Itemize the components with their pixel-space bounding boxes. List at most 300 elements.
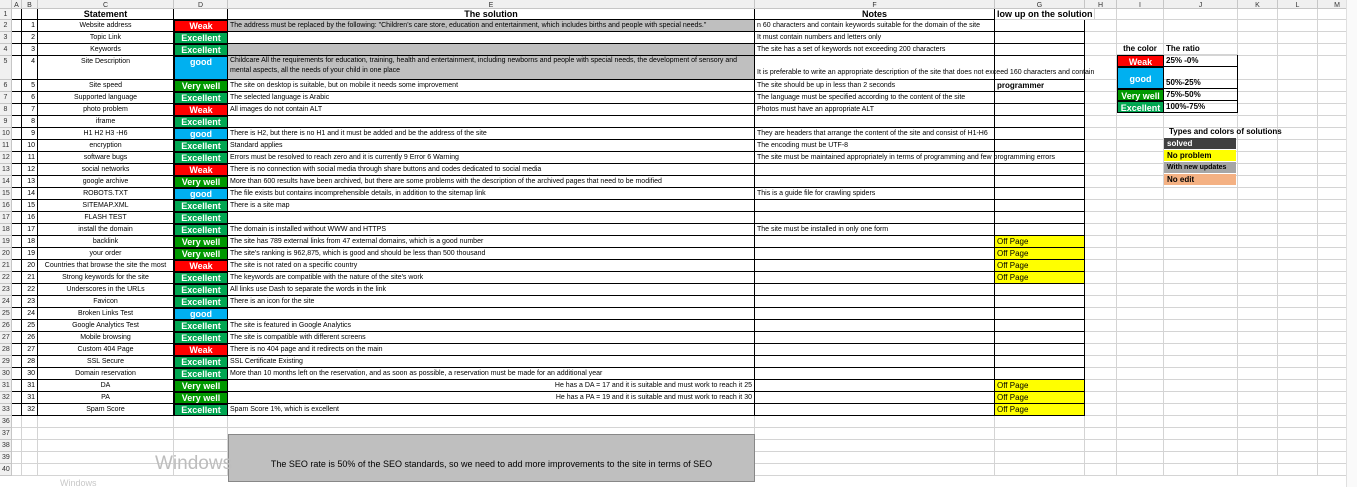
rating-badge[interactable]: Very well — [174, 248, 228, 260]
cell[interactable] — [1085, 200, 1117, 212]
ratio-value[interactable]: 50%-25% — [1164, 67, 1238, 89]
solution-cell[interactable]: There is a site map — [228, 200, 755, 212]
cell[interactable] — [1117, 176, 1164, 188]
rating-badge[interactable]: Weak — [174, 104, 228, 116]
notes-cell[interactable] — [755, 380, 995, 392]
row-number[interactable]: 7 — [22, 104, 38, 116]
cell[interactable] — [228, 416, 755, 428]
rating-badge[interactable]: Excellent — [174, 224, 228, 236]
cell[interactable] — [1278, 236, 1318, 248]
notes-cell[interactable] — [755, 356, 995, 368]
cell[interactable] — [1085, 440, 1117, 452]
ratio-color-swatch[interactable]: good — [1117, 67, 1164, 89]
statement-cell[interactable]: install the domain — [38, 224, 174, 236]
solution-cell[interactable]: Spam Score 1%, which is excellent — [228, 404, 755, 416]
statement-cell[interactable]: PA — [38, 392, 174, 404]
row-number[interactable]: 20 — [22, 260, 38, 272]
row-header[interactable]: 17 — [0, 212, 12, 224]
cell[interactable] — [1278, 140, 1318, 152]
cell[interactable] — [1238, 32, 1278, 44]
follow-up-cell[interactable] — [995, 344, 1085, 356]
row-header[interactable]: 32 — [0, 392, 12, 404]
row-number[interactable]: 22 — [22, 284, 38, 296]
rating-badge[interactable]: good — [174, 56, 228, 80]
statement-cell[interactable]: software bugs — [38, 152, 174, 164]
cell[interactable] — [1238, 332, 1278, 344]
cell[interactable] — [22, 9, 38, 20]
notes-cell[interactable] — [755, 404, 995, 416]
cell[interactable] — [1238, 20, 1278, 32]
row-number[interactable]: 23 — [22, 296, 38, 308]
solution-cell[interactable]: There is no connection with social media through share buttons and codes dedicated to social media — [228, 164, 755, 176]
column-header-d[interactable]: D — [174, 0, 228, 9]
notes-cell[interactable] — [755, 308, 995, 320]
rating-badge[interactable]: Excellent — [174, 116, 228, 128]
cell[interactable] — [995, 452, 1085, 464]
row-number[interactable]: 13 — [22, 176, 38, 188]
notes-cell[interactable] — [755, 200, 995, 212]
follow-up-cell[interactable] — [995, 128, 1085, 140]
row-header[interactable]: 2 — [0, 20, 12, 32]
cell[interactable] — [12, 188, 22, 200]
cell[interactable] — [1164, 308, 1238, 320]
notes-cell[interactable]: They are headers that arrange the content of the site and consist of H1-H6 — [755, 128, 995, 140]
header-notes[interactable]: Notes — [755, 9, 995, 20]
header-solution[interactable]: The solution — [228, 9, 755, 20]
notes-cell[interactable]: n 60 characters and contain keywords suitable for the domain of the site — [755, 20, 995, 32]
solution-cell[interactable] — [228, 308, 755, 320]
row-header[interactable]: 27 — [0, 332, 12, 344]
follow-up-cell[interactable]: Off Page — [995, 392, 1085, 404]
cell[interactable] — [1278, 20, 1318, 32]
follow-up-cell[interactable] — [995, 56, 1085, 80]
row-number[interactable]: 32 — [22, 404, 38, 416]
statement-cell[interactable]: Favicon — [38, 296, 174, 308]
cell[interactable] — [12, 452, 22, 464]
cell[interactable] — [1278, 380, 1318, 392]
cell[interactable] — [12, 404, 22, 416]
cell[interactable] — [12, 416, 22, 428]
cell[interactable] — [12, 152, 22, 164]
follow-up-cell[interactable] — [995, 308, 1085, 320]
row-number[interactable]: 4 — [22, 56, 38, 80]
cell[interactable] — [1238, 56, 1278, 80]
notes-cell[interactable] — [755, 212, 995, 224]
statement-cell[interactable]: Google Analytics Test — [38, 320, 174, 332]
column-header-k[interactable]: K — [1238, 0, 1278, 9]
solution-cell[interactable]: The site is not rated on a specific country — [228, 260, 755, 272]
row-number[interactable]: 31 — [22, 380, 38, 392]
cell[interactable] — [1085, 380, 1117, 392]
cell[interactable] — [1085, 332, 1117, 344]
solution-cell[interactable]: The domain is installed without WWW and HTTPS — [228, 224, 755, 236]
cell[interactable] — [1117, 140, 1164, 152]
statement-cell[interactable]: Site speed — [38, 80, 174, 92]
cell[interactable] — [1238, 200, 1278, 212]
notes-cell[interactable] — [755, 332, 995, 344]
solution-cell[interactable]: The address must be replaced by the following: "Children's care store, education and entertainment, which includes births and people with special needs." — [228, 20, 755, 32]
cell[interactable] — [1085, 308, 1117, 320]
cell[interactable] — [1164, 272, 1238, 284]
follow-up-cell[interactable] — [995, 356, 1085, 368]
cell[interactable] — [995, 464, 1085, 476]
cell[interactable] — [1085, 224, 1117, 236]
cell[interactable] — [1085, 80, 1117, 92]
cell[interactable] — [1238, 428, 1278, 440]
solution-cell[interactable]: The site's ranking is 962,875, which is good and should be less than 500 thousand — [228, 248, 755, 260]
statement-cell[interactable]: Spam Score — [38, 404, 174, 416]
statement-cell[interactable]: SITEMAP.XML — [38, 200, 174, 212]
rating-badge[interactable]: Excellent — [174, 212, 228, 224]
column-header-i[interactable]: I — [1117, 0, 1164, 9]
cell[interactable] — [1238, 9, 1278, 20]
cell[interactable] — [1278, 212, 1318, 224]
statement-cell[interactable]: H1 H2 H3 -H6 — [38, 128, 174, 140]
cell[interactable] — [1278, 404, 1318, 416]
solution-cell[interactable]: All links use Dash to separate the words in the link — [228, 284, 755, 296]
cell[interactable] — [995, 440, 1085, 452]
cell[interactable] — [12, 9, 22, 20]
cell[interactable] — [174, 440, 228, 452]
row-number[interactable]: 10 — [22, 140, 38, 152]
statement-cell[interactable]: Website address — [38, 20, 174, 32]
cell[interactable] — [1117, 416, 1164, 428]
cell[interactable] — [1238, 188, 1278, 200]
cell[interactable] — [1117, 224, 1164, 236]
cell[interactable] — [12, 116, 22, 128]
row-header[interactable]: 11 — [0, 140, 12, 152]
cell[interactable] — [12, 320, 22, 332]
cell[interactable] — [1085, 152, 1117, 164]
cell[interactable] — [1278, 32, 1318, 44]
row-header[interactable]: 24 — [0, 296, 12, 308]
cell[interactable] — [1278, 428, 1318, 440]
cell[interactable] — [1085, 32, 1117, 44]
cell[interactable] — [22, 452, 38, 464]
follow-up-cell[interactable] — [995, 116, 1085, 128]
cell[interactable] — [12, 428, 22, 440]
ratio-value[interactable]: 100%-75% — [1164, 101, 1238, 113]
cell[interactable] — [38, 416, 174, 428]
rating-badge[interactable]: Excellent — [174, 404, 228, 416]
cell[interactable] — [755, 428, 995, 440]
cell[interactable] — [1085, 248, 1117, 260]
cell[interactable] — [1238, 104, 1278, 116]
cell[interactable] — [12, 104, 22, 116]
rating-badge[interactable]: Weak — [174, 260, 228, 272]
solution-cell[interactable]: Childcare All the requirements for education, training, health and entertainment, including newborns and people with special needs, the development of sensory and mental aspects, all the needs of your child in one place — [228, 56, 755, 80]
cell[interactable] — [1117, 116, 1164, 128]
cell[interactable] — [1085, 428, 1117, 440]
header-follow-up[interactable]: low up on the solution — [995, 9, 1095, 20]
cell[interactable] — [755, 440, 995, 452]
cell[interactable] — [1164, 320, 1238, 332]
cell[interactable] — [1278, 80, 1318, 92]
follow-up-cell[interactable] — [995, 152, 1085, 164]
cell[interactable] — [1117, 392, 1164, 404]
cell[interactable] — [1085, 56, 1117, 80]
cell[interactable] — [1117, 9, 1164, 20]
row-header[interactable]: 20 — [0, 248, 12, 260]
notes-cell[interactable] — [755, 320, 995, 332]
cell[interactable] — [755, 464, 995, 476]
solution-cell[interactable]: SSL Certificate Existing — [228, 356, 755, 368]
cell[interactable] — [1117, 128, 1164, 140]
cell[interactable] — [1085, 368, 1117, 380]
solution-cell[interactable]: Errors must be resolved to reach zero and it is currently 9 Error 6 Warning — [228, 152, 755, 164]
cell[interactable] — [1164, 236, 1238, 248]
statement-cell[interactable]: photo problem — [38, 104, 174, 116]
cell[interactable] — [38, 464, 174, 476]
cell[interactable] — [1164, 332, 1238, 344]
rating-badge[interactable]: Excellent — [174, 296, 228, 308]
cell[interactable] — [1085, 296, 1117, 308]
cell[interactable] — [12, 296, 22, 308]
cell[interactable] — [1278, 416, 1318, 428]
follow-up-cell[interactable] — [995, 224, 1085, 236]
notes-cell[interactable] — [755, 296, 995, 308]
row-number[interactable]: 9 — [22, 128, 38, 140]
row-header[interactable]: 16 — [0, 200, 12, 212]
follow-up-cell[interactable]: Off Page — [995, 404, 1085, 416]
cell[interactable] — [1085, 344, 1117, 356]
cell[interactable] — [1085, 284, 1117, 296]
cell[interactable] — [1117, 368, 1164, 380]
row-number[interactable]: 6 — [22, 92, 38, 104]
cell[interactable] — [1278, 452, 1318, 464]
row-header[interactable]: 14 — [0, 176, 12, 188]
row-header[interactable]: 25 — [0, 308, 12, 320]
cell[interactable] — [1164, 464, 1238, 476]
rating-badge[interactable]: good — [174, 128, 228, 140]
cell[interactable] — [1117, 344, 1164, 356]
cell[interactable] — [1238, 212, 1278, 224]
cell[interactable] — [1085, 452, 1117, 464]
cell[interactable] — [1278, 368, 1318, 380]
ratio-color-swatch[interactable]: Weak — [1117, 55, 1164, 67]
statement-cell[interactable]: SSL Secure — [38, 356, 174, 368]
cell[interactable] — [22, 416, 38, 428]
row-header[interactable]: 29 — [0, 356, 12, 368]
cell[interactable] — [1238, 152, 1278, 164]
cell[interactable] — [1278, 188, 1318, 200]
solution-cell[interactable] — [228, 212, 755, 224]
column-header-g[interactable]: G — [995, 0, 1085, 9]
row-number[interactable]: 3 — [22, 44, 38, 56]
cell[interactable] — [1164, 404, 1238, 416]
rating-badge[interactable]: Very well — [174, 176, 228, 188]
cell[interactable] — [1278, 464, 1318, 476]
column-header-m[interactable]: M — [1318, 0, 1357, 9]
follow-up-cell[interactable] — [995, 200, 1085, 212]
cell[interactable] — [22, 440, 38, 452]
cell[interactable] — [1278, 152, 1318, 164]
solution-cell[interactable]: The file exists but contains incomprehensible details, in addition to the sitemap link — [228, 188, 755, 200]
cell[interactable] — [174, 428, 228, 440]
cell[interactable] — [1238, 392, 1278, 404]
row-number[interactable]: 26 — [22, 332, 38, 344]
row-header[interactable]: 3 — [0, 32, 12, 44]
cell[interactable] — [1278, 176, 1318, 188]
statement-cell[interactable]: Strong keywords for the site — [38, 272, 174, 284]
cell[interactable] — [1117, 164, 1164, 176]
cell[interactable] — [1164, 344, 1238, 356]
cell[interactable] — [12, 392, 22, 404]
column-header-a[interactable]: A — [12, 0, 22, 9]
solution-cell[interactable]: The site on desktop is suitable, but on mobile it needs some improvement — [228, 80, 755, 92]
notes-cell[interactable] — [755, 164, 995, 176]
solution-cell[interactable] — [228, 32, 755, 44]
cell[interactable] — [12, 212, 22, 224]
cell[interactable] — [1117, 260, 1164, 272]
row-header[interactable]: 9 — [0, 116, 12, 128]
cell[interactable] — [38, 452, 174, 464]
cell[interactable] — [1278, 92, 1318, 104]
rating-badge[interactable]: Very well — [174, 380, 228, 392]
cell[interactable] — [12, 284, 22, 296]
statement-cell[interactable]: encryption — [38, 140, 174, 152]
row-header[interactable]: 12 — [0, 152, 12, 164]
statement-cell[interactable]: backlink — [38, 236, 174, 248]
cell[interactable] — [1085, 320, 1117, 332]
cell[interactable] — [1164, 452, 1238, 464]
cell[interactable] — [1164, 440, 1238, 452]
row-header[interactable]: 36 — [0, 416, 12, 428]
row-header[interactable]: 4 — [0, 44, 12, 56]
cell[interactable] — [1278, 344, 1318, 356]
rating-badge[interactable]: good — [174, 308, 228, 320]
row-header[interactable]: 28 — [0, 344, 12, 356]
row-header[interactable]: 6 — [0, 80, 12, 92]
cell[interactable] — [1164, 9, 1238, 20]
rating-badge[interactable]: Excellent — [174, 152, 228, 164]
cell[interactable] — [1164, 260, 1238, 272]
cell[interactable] — [12, 200, 22, 212]
cell[interactable] — [1238, 416, 1278, 428]
cell[interactable] — [1117, 452, 1164, 464]
rating-badge[interactable]: Excellent — [174, 332, 228, 344]
cell[interactable] — [1238, 308, 1278, 320]
cell[interactable] — [1164, 188, 1238, 200]
cell[interactable] — [1085, 464, 1117, 476]
rating-badge[interactable]: Excellent — [174, 92, 228, 104]
rating-badge[interactable]: Excellent — [174, 356, 228, 368]
cell[interactable] — [12, 332, 22, 344]
solution-cell[interactable]: The selected language is Arabic — [228, 92, 755, 104]
cell[interactable] — [1117, 464, 1164, 476]
cell[interactable] — [12, 32, 22, 44]
statement-cell[interactable]: Underscores in the URLs — [38, 284, 174, 296]
row-header[interactable]: 40 — [0, 464, 12, 476]
cell[interactable] — [12, 56, 22, 80]
rating-badge[interactable]: good — [174, 188, 228, 200]
cell[interactable] — [1278, 104, 1318, 116]
cell[interactable] — [12, 308, 22, 320]
solution-cell[interactable]: There is an icon for the site — [228, 296, 755, 308]
row-header[interactable]: 33 — [0, 404, 12, 416]
cell[interactable] — [1117, 188, 1164, 200]
cell[interactable] — [1085, 164, 1117, 176]
cell[interactable] — [1117, 404, 1164, 416]
column-header-c[interactable]: C — [38, 0, 174, 9]
row-number[interactable]: 27 — [22, 344, 38, 356]
notes-cell[interactable] — [755, 176, 995, 188]
row-header[interactable]: 5 — [0, 56, 12, 80]
column-header-l[interactable]: L — [1278, 0, 1318, 9]
column-header-e[interactable]: E — [228, 0, 755, 9]
row-header[interactable]: 8 — [0, 104, 12, 116]
follow-up-cell[interactable]: Off Page — [995, 260, 1085, 272]
row-number[interactable]: 25 — [22, 320, 38, 332]
cell[interactable] — [1164, 428, 1238, 440]
cell[interactable] — [1278, 200, 1318, 212]
cell[interactable] — [1085, 44, 1117, 56]
cell[interactable] — [1117, 152, 1164, 164]
follow-up-cell[interactable] — [995, 44, 1085, 56]
cell[interactable] — [1278, 9, 1318, 20]
rating-badge[interactable]: Excellent — [174, 32, 228, 44]
row-number[interactable]: 18 — [22, 236, 38, 248]
cell[interactable] — [755, 416, 995, 428]
cell[interactable] — [1278, 308, 1318, 320]
cell[interactable] — [1238, 236, 1278, 248]
follow-up-cell[interactable]: Off Page — [995, 248, 1085, 260]
row-number[interactable]: 8 — [22, 116, 38, 128]
statement-cell[interactable]: DA — [38, 380, 174, 392]
row-header[interactable]: 19 — [0, 236, 12, 248]
cell[interactable] — [22, 428, 38, 440]
solution-cell[interactable]: There is H2, but there is no H1 and it must be added and be the address of the site — [228, 128, 755, 140]
follow-up-cell[interactable] — [995, 32, 1085, 44]
rating-badge[interactable]: Very well — [174, 80, 228, 92]
cell[interactable] — [1238, 296, 1278, 308]
cell[interactable] — [1238, 404, 1278, 416]
cell[interactable] — [1238, 272, 1278, 284]
follow-up-cell[interactable] — [995, 320, 1085, 332]
rating-badge[interactable]: Excellent — [174, 200, 228, 212]
cell[interactable] — [12, 44, 22, 56]
notes-cell[interactable] — [755, 368, 995, 380]
notes-cell[interactable]: The site must be maintained appropriately in terms of programming and few programming errors — [755, 152, 995, 164]
cell[interactable] — [1117, 236, 1164, 248]
cell[interactable] — [1085, 104, 1117, 116]
statement-cell[interactable]: Broken Links Test — [38, 308, 174, 320]
follow-up-cell[interactable]: programmer — [995, 80, 1085, 92]
rating-badge[interactable]: Weak — [174, 164, 228, 176]
cell[interactable] — [1278, 296, 1318, 308]
solution-cell[interactable]: All images do not contain ALT — [228, 104, 755, 116]
row-header[interactable]: 22 — [0, 272, 12, 284]
cell[interactable] — [1117, 20, 1164, 32]
row-header[interactable]: 23 — [0, 284, 12, 296]
cell[interactable] — [12, 80, 22, 92]
cell[interactable] — [1164, 392, 1238, 404]
cell[interactable] — [1085, 392, 1117, 404]
ratio-color-swatch[interactable]: Excellent — [1117, 101, 1164, 113]
notes-cell[interactable] — [755, 344, 995, 356]
cell[interactable] — [995, 428, 1085, 440]
ratio-value[interactable]: 25% -0% — [1164, 55, 1238, 67]
row-number[interactable]: 2 — [22, 32, 38, 44]
cell[interactable] — [755, 452, 995, 464]
row-header[interactable]: 18 — [0, 224, 12, 236]
notes-cell[interactable] — [755, 236, 995, 248]
cell[interactable] — [1238, 284, 1278, 296]
cell[interactable] — [1164, 224, 1238, 236]
follow-up-cell[interactable] — [995, 296, 1085, 308]
cell[interactable] — [1278, 224, 1318, 236]
solution-cell[interactable]: Standard applies — [228, 140, 755, 152]
